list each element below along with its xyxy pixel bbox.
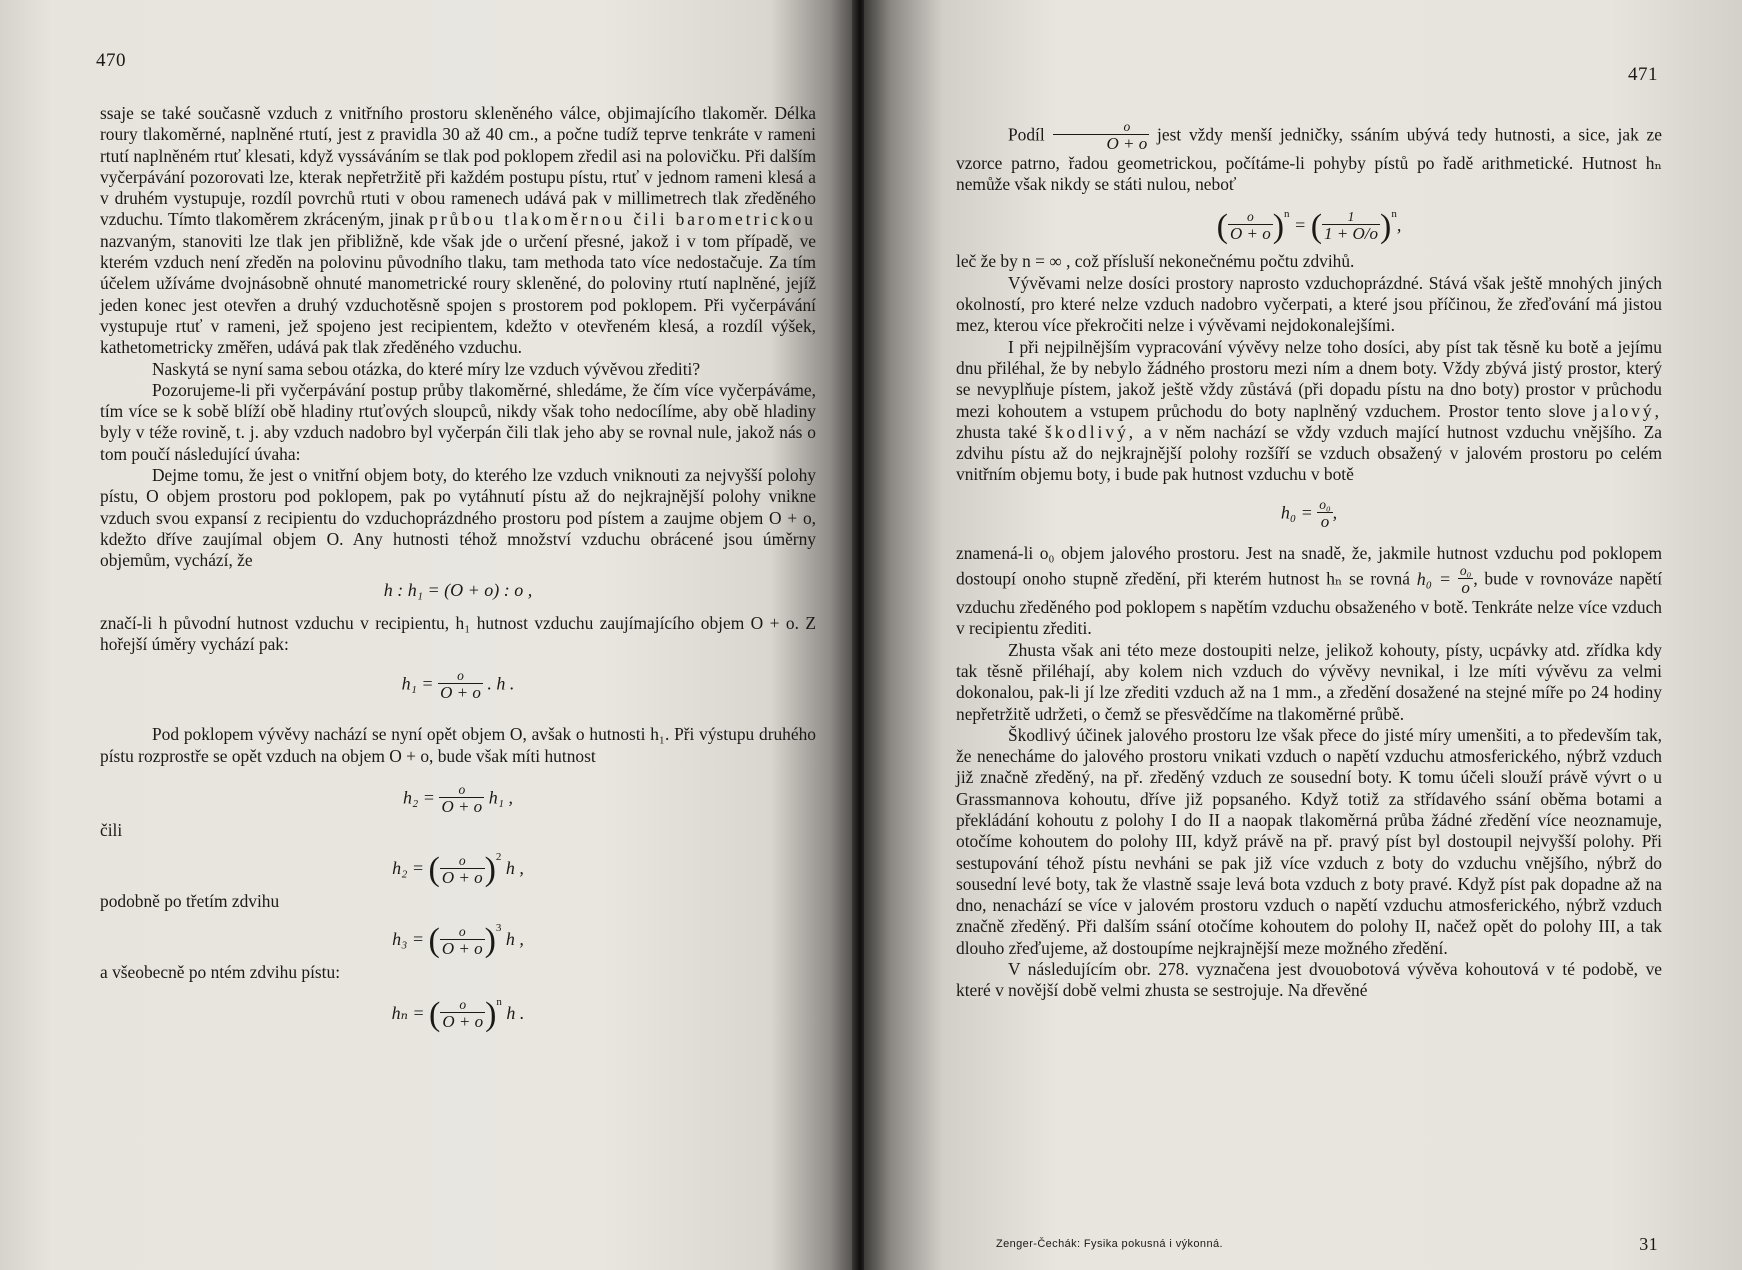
emphasis-text: jalový, bbox=[1593, 400, 1662, 421]
equation-h0-inline: h₀ = $\frac{\text{o₀}}{o}$ bbox=[1416, 563, 1472, 598]
emphasis-text: škodlivý, bbox=[1044, 421, 1137, 442]
footer-source: Zenger-Čechák: Fysika pokusná i výkonná. bbox=[996, 1238, 1223, 1250]
paragraph: Vývěvami nelze dosíci prostory naprosto vzduchoprázdné. Stává však ještě mnohých jiných okolností, pro které nelze vzduch nadobro vyčerpati, a které jsou příčinou, že zřeďování má jistou mez, kterou více překročiti nelze i vývěvami nejdokonalejšími. bbox=[956, 272, 1662, 336]
footer-signature: 31 bbox=[1639, 1234, 1658, 1254]
paragraph: zhusta také bbox=[956, 421, 1038, 442]
paragraph: V následujícím obr. 278. vyznačena jest dvouobotová vývěva kohoutová v té podobě, ve které v novější době velmi zhusta se sestrojuje. Na dřevěné bbox=[956, 959, 1662, 1001]
paragraph: Naskytá se nyní sama sebou otázka, do které míry lze vzduch vývěvou zřediti? bbox=[152, 358, 701, 379]
left-page bbox=[0, 0, 856, 1270]
paragraph: a v něm nachází se vždy vzduch mající hutnost vzduchu vnějšího. Za zdvihu pístu až do nejkrajnější polohy rozšíří se vzduch obsažený v jalovém prostoru po celém vnitřním objemu boty, i bude pak hutnost vzduchu v botě bbox=[956, 421, 1662, 485]
page-number-right: 471 bbox=[1628, 64, 1658, 85]
page-number-left: 470 bbox=[96, 50, 126, 71]
paragraph: Dejme tomu, že jest o vnitřní objem boty, do kterého lze vzduch vniknouti za nejvyšší polohy pístu, O objem prostoru pod poklopem, pak po vytáhnutí pístu až do nejkrajnější polohy vnikne vzduch svou expansí z recipientu do vzduchoprázdného prostoru pod pístem a zaujme objem O + o, kdežto dříve zaujímal objem O. Any hutnosti téhož množství vzduchu obrácené jsou úměrny objemům, vychází, že bbox=[100, 465, 816, 571]
paragraph: nazvaným, stanoviti lze tlak jen přibližně, kde však jde o určení přesné, jakož i v tom případě, ve kterém vzduch není zředěn na polovinu původního tlaku, tam methoda tato více nedostačuje. Za tím účelem užíváme dvojnásobně ohnuté manometrické roury skleněné, do poloviny rtutí naplněné, jejíž jeden konec jest otevřen a druhý vzduchotěsně spojen s prostorem pod poklopem. Při vyčerpávání vystupuje rtuť v rameni, jež spojeno jest recipientem, kdežto v otevřeném klesá, a rozdíl výšek, kathetometricky změřen, udává pak tlak zředěného vzduchu. bbox=[100, 230, 816, 358]
paragraph: Pozorujeme-li při vyčerpávání postup průby tlakoměrné, shledáme, že čím více vyčerpáváme, tím více se k sobě blíží obě hladiny rtuťových sloupců, nikdy však toho nedocílíme, aby obě hladiny byly v téže rovině, t. j. aby vzduch nadobro byl vyčerpán čili tlak jeho aby se rovnal nule, jakož nás o tom poučí následující úvaha: bbox=[100, 379, 816, 464]
paragraph: I při nejpilnějším vypracování vývěvy nelze toho dosíci, aby píst tak těsně ku botě a jejímu dnu přiléhal, že by nebylo žádného prostoru mezi ním a dnem boty. Vždy zbývá jistý prostor, který se nevyplňuje pístem, jakož ještě vždy zůstává (při dopadu pístu na dno boty) prostor v průchodu mezi kohoutem a vstupem průchodu do boty naplněný vzduchem. Prostor tento slove bbox=[956, 336, 1662, 421]
paragraph: Pod poklopem vývěvy nachází se nyní opět objem O, avšak o hutnosti h₁. Při výstupu druhého pístu rozprostře se opět vzduch na objem O + o, bude však míti hutnost bbox=[100, 724, 816, 766]
emphasis-text: průbou tlakoměrnou čili barometrickou bbox=[429, 209, 816, 230]
paragraph: podobně po třetím zdvihu bbox=[100, 891, 280, 912]
equation-limit: ( $\frac{o}{O + o}$ )$^n$ = ( $\frac{1}{1 + O/o}$ )$^n$, bbox=[1216, 207, 1402, 245]
fraction-o-over-Oo: $\frac{o}{O + o}$ bbox=[1053, 120, 1150, 153]
equation-hn: hₙ = ( $\frac{o}{O + o}$ )$^n$ h . bbox=[391, 995, 525, 1033]
paragraph: ssaje se také současně vzduch z vnitřního prostoru skleněného válce, objimajícího tlakoměr. Délka roury tlakoměrné, naplněné rtutí, jest z pravidla 30 až 40 cm., a počne tudíž teprve tenkráte v rameni rtutí naplněném rtuť klesati, když vyssáváním se tlak pod poklopem zředil asi na polovičku. Při dalším vyčerpávání pozorovati lze, kterak nepřetržitě při každém postupu pístu, rtuť v jednom rameni klesá a v druhém vystupuje, rozdíl povrchů rtuti v obou ramenech udává pak v millimetrech tlak zředěného vzduchu. Tímto tlakoměrem zkráceným, jinak bbox=[100, 103, 816, 230]
paragraph: čili bbox=[100, 820, 123, 841]
intro-text: Podíl bbox=[1008, 124, 1045, 145]
equation-h3: h₃ = ( $\frac{o}{O + o}$ )$^3$ h , bbox=[392, 922, 524, 960]
equation-h2-b: h₂ = ( $\frac{o}{O + o}$ )$^2$ h , bbox=[392, 851, 524, 889]
right-page-text bbox=[956, 120, 1662, 1002]
paragraph: rovná bbox=[1370, 568, 1410, 589]
left-page-text bbox=[100, 103, 816, 1032]
equation-h2-a: h₂ = $\frac{o}{O + o}$ h₁ , bbox=[403, 782, 513, 817]
equation-proportion: h : h₁ = (O + o) : o , bbox=[383, 579, 533, 600]
paragraph: znamená-li o₀ objem jalového prostoru. Jest na snadě, že, jakmile hutnost vzduchu pod poklopem dostoupí onoho stupně zředění, při kterém hutnost hₙ se bbox=[956, 542, 1662, 589]
paragraph: značí-li h původní hutnost vzduchu v recipientu, h₁ hutnost vzduchu zaujímajícího objem O + o. Z hořejší úměry vychází pak: bbox=[100, 612, 816, 655]
paragraph: Škodlivý účinek jalového prostoru lze však přece do jisté míry umenšiti, a to především tak, že nenecháme do jalového prostoru vnikati vzduch o napětí vzduchu atmosferického, nýbrž vzduch již značně zředěný, na př. zředěný vzduch ze sousední boty. K tomu účeli slouží právě vývrt o u Grassmannova kohoutu, dříve již popsaného. Když totiž za střídavého ssání oběma botami a překládání kohoutu z polohy I do II a naopak tlakoměrná průba žádné zředění více neoznamuje, otočíme kohoutem do polohy III, když právě na př. pravý píst byl dostoupil nejvyšší polohy. Při sestupování téhož pístu nevháni se pak již více vzduch z boty do vzduchu vnějšího, nýbrž do sousední levé boty, tak že vlastně ssaje levá bota vzduch z boty pravé. Když píst pak dopadne až na dno, nenachází se více v jalovém prostoru vzduch o napětí vzduchu atmosferického, nýbrž vzduch značně zředěný. Při dalším ssání otočíme kohoutem do polohy II, načež opět do polohy III, a tak dlouho zřeďujeme, až dostoupíme nejkrajnější meze možného zředění. bbox=[956, 724, 1662, 958]
paragraph: Zhusta však ani této meze dostoupiti nelze, jelikož kohouty, písty, ucpávky atd. zřídka kdy tak těsně přiléhají, aby kolem nich vzduch do vývěvy nevnikal, i lze míti vývěvu za velmi dokonalou, pak-li jí lze zřediti vzduch až na 1 mm., a zředění dosažené na stejné míře po 24 hodiny nepřetržitě udržeti, o čemž se přesvědčíme na tlakoměrné průbě. bbox=[956, 639, 1662, 724]
intro-text: jest vždy menší jedničky, ssáním ubývá tedy hutnosti, a sice, jak ze vzorce patrno, řadou geometrickou, počítáme-li pohyby pístů po řadě arithmetické. Hutnost hₙ nemůže však nikdy se státi nulou, neboť bbox=[956, 124, 1662, 195]
paragraph: a všeobecně po ntém zdvihu pístu: bbox=[100, 962, 341, 983]
paragraph: , bude v rovnováze napětí vzduchu zředěného pod poklopem s napětím vzduchu obsaženého v botě. Tenkráte nelze více vzduch v recipientu zřediti. bbox=[956, 568, 1663, 639]
equation-h0: h₀ = $\frac{\text{o₀}}{o}$ , bbox=[1280, 496, 1338, 531]
equation-h1: h₁ = $\frac{o}{O + o}$ . h . bbox=[401, 668, 515, 703]
right-page bbox=[864, 0, 1742, 1270]
paragraph: leč že by n = ∞ , což přísluší nekonečnému počtu zdvihů. bbox=[956, 251, 1355, 272]
